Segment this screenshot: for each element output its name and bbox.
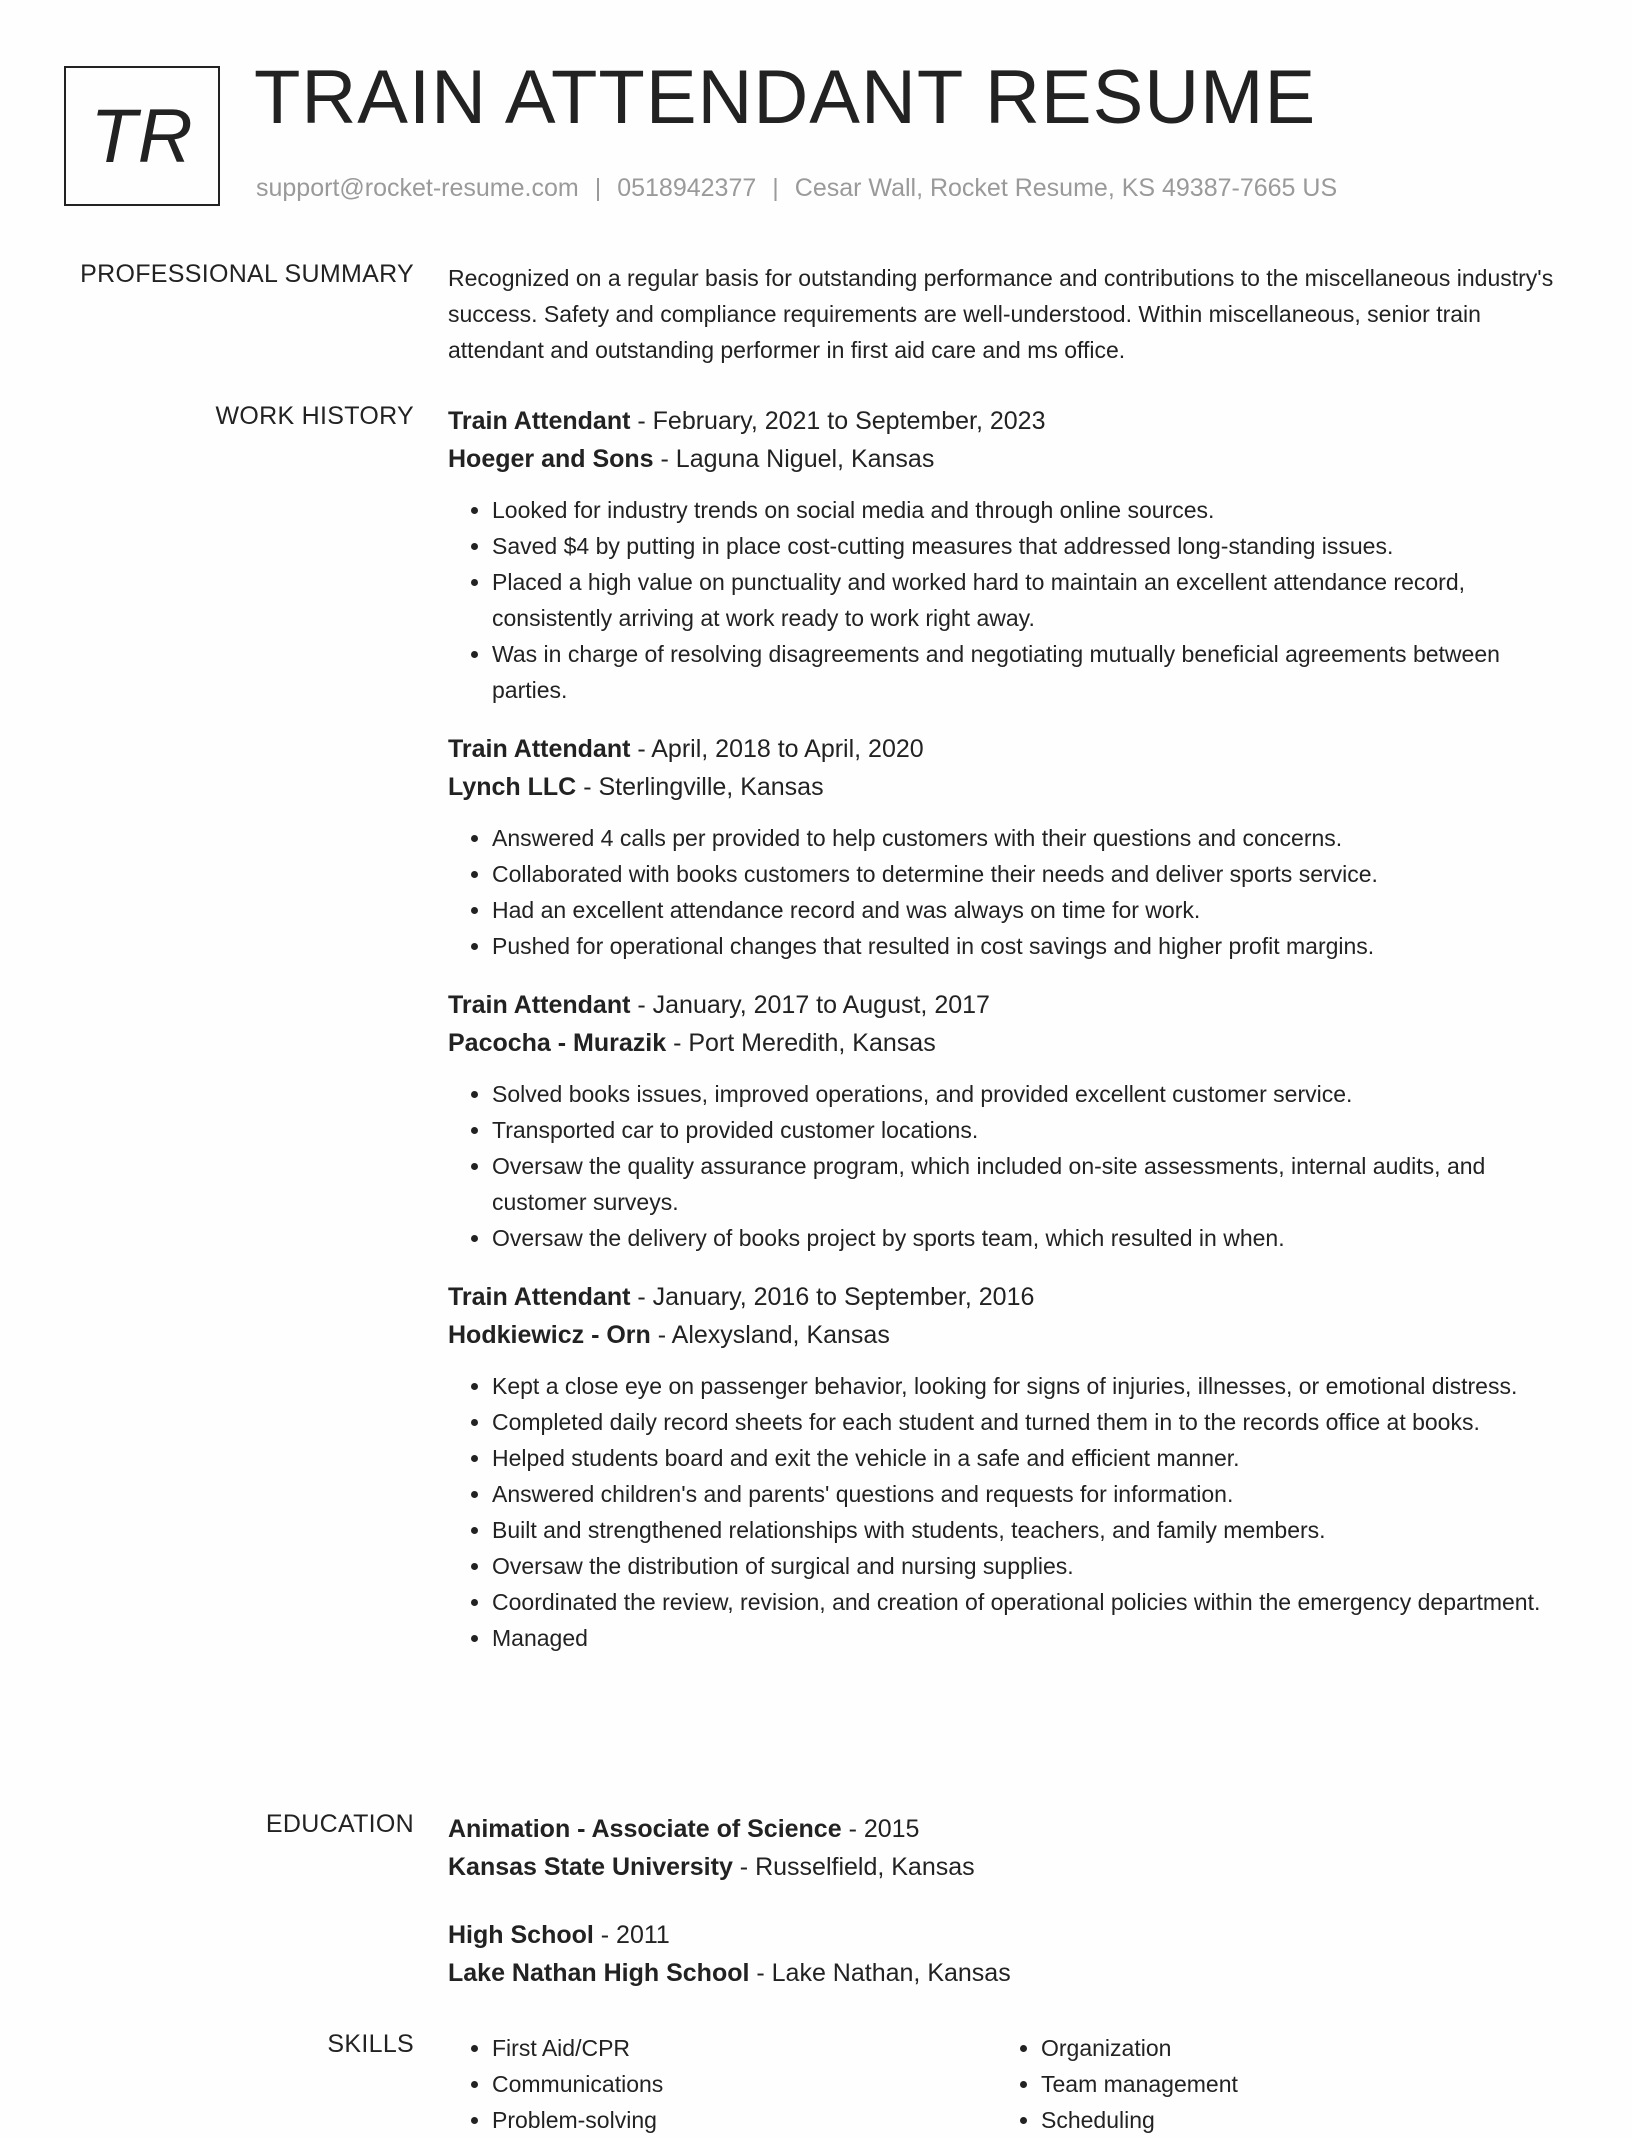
- contact-address: Cesar Wall, Rocket Resume, KS 49387-7665 US: [794, 174, 1338, 202]
- job-entry: [448, 1278, 1573, 1656]
- education-school: Lake Nathan High School: [448, 1959, 750, 1987]
- job-company: Hodkiewicz - Orn: [448, 1321, 651, 1349]
- bullet-item: • Answered children's and parents' questions and requests for information.: [492, 1476, 1573, 1512]
- education-year: - 2011: [593, 1921, 670, 1949]
- bullet-item: • Oversaw the delivery of books project by sports team, which resulted in when.: [492, 1220, 1573, 1256]
- section-label-education: EDUCATION: [265, 1810, 414, 1838]
- bullet-item: • Built and strengthened relationships with students, teachers, and family members.: [492, 1512, 1573, 1548]
- contact-phone[interactable]: 0518942377: [617, 174, 757, 202]
- job-company: Hoeger and Sons: [448, 445, 654, 473]
- job-employer: [448, 440, 1573, 478]
- job-dates: - February, 2021 to September, 2023: [630, 407, 1046, 435]
- bullet-item: • Answered 4 calls per provided to help customers with their questions and concerns.: [492, 820, 1573, 856]
- skills-list-left: [448, 2030, 997, 2138]
- bullet-item: • Collaborated with books customers to determine their needs and deliver sports service.: [492, 856, 1573, 892]
- job-bullets: [448, 820, 1573, 964]
- job-heading: [448, 402, 1573, 440]
- contact-separator: |: [772, 174, 779, 202]
- job-entry: [448, 986, 1573, 1256]
- job-company: Lynch LLC: [448, 773, 577, 801]
- skill-item: • Organization: [1041, 2030, 1546, 2066]
- skill-item: • First Aid/CPR: [492, 2030, 997, 2066]
- bullet-item: • Placed a high value on punctuality and worked hard to maintain an excellent attendance record, consistently arriving at work ready to work right away.: [492, 564, 1573, 636]
- monogram-logo: TR: [64, 66, 220, 206]
- job-bullets: [448, 1076, 1573, 1256]
- education-entry: [448, 1810, 1573, 1886]
- bullet-item: • Oversaw the quality assurance program, which included on-site assessments, internal audits, and customer surveys.: [492, 1148, 1573, 1220]
- job-title: Train Attendant: [448, 407, 631, 435]
- job-heading: [448, 1278, 1573, 1316]
- bullet-item: • Saved $4 by putting in place cost-cutting measures that addressed long-standing issues.: [492, 528, 1573, 564]
- skill-item: • Scheduling: [1041, 2102, 1546, 2138]
- education-heading: [448, 1916, 1573, 1954]
- job-employer: [448, 1024, 1573, 1062]
- job-bullets: [448, 492, 1573, 708]
- job-employer: [448, 768, 1573, 806]
- job-title: Train Attendant: [448, 991, 631, 1019]
- section-label-skills: SKILLS: [327, 2030, 414, 2058]
- education-school: Kansas State University: [448, 1853, 733, 1881]
- resume-title: TRAIN ATTENDANT RESUME: [254, 55, 1317, 140]
- job-location: - Sterlingville, Kansas: [576, 773, 824, 801]
- contact-email[interactable]: support@rocket-resume.com: [256, 174, 579, 202]
- job-employer: [448, 1316, 1573, 1354]
- contact-line: [256, 174, 1337, 203]
- skills-list-right: [997, 2030, 1546, 2138]
- bullet-item: • Managed: [492, 1620, 1573, 1656]
- job-company: Pacocha - Murazik: [448, 1029, 667, 1057]
- job-dates: - January, 2017 to August, 2017: [630, 991, 990, 1019]
- job-dates: - April, 2018 to April, 2020: [630, 735, 924, 763]
- job-title: Train Attendant: [448, 735, 631, 763]
- bullet-item: • Oversaw the distribution of surgical and nursing supplies.: [492, 1548, 1573, 1584]
- bullet-item: • Completed daily record sheets for each student and turned them in to the records office at books.: [492, 1404, 1573, 1440]
- bullet-item: • Kept a close eye on passenger behavior, looking for signs of injuries, illnesses, or emotional distress.: [492, 1368, 1573, 1404]
- job-title: Train Attendant: [448, 1283, 631, 1311]
- bullet-item: • Had an excellent attendance record and was always on time for work.: [492, 892, 1573, 928]
- bullet-item: • Was in charge of resolving disagreements and negotiating mutually beneficial agreements between parties.: [492, 636, 1573, 708]
- job-location: - Port Meredith, Kansas: [666, 1029, 936, 1057]
- education-degree: Animation - Associate of Science: [448, 1815, 842, 1843]
- bullet-item: • Looked for industry trends on social media and through online sources.: [492, 492, 1573, 528]
- skill-item: • Problem-solving: [492, 2102, 997, 2138]
- contact-separator: |: [594, 174, 602, 202]
- job-entry: [448, 402, 1573, 708]
- job-bullets: [448, 1368, 1573, 1656]
- summary-text: Recognized on a regular basis for outstanding performance and contributions to the miscellaneous industry's success. Safety and compliance requirements are well-understood. Within miscellaneous, senior train attendant and outstanding performer in first aid care and ms office.: [448, 265, 1554, 363]
- bullet-item: • Solved books issues, improved operations, and provided excellent customer service.: [492, 1076, 1573, 1112]
- bullet-item: • Transported car to provided customer locations.: [492, 1112, 1573, 1148]
- bullet-item: • Helped students board and exit the vehicle in a safe and efficient manner.: [492, 1440, 1573, 1476]
- job-dates: - January, 2016 to September, 2016: [630, 1283, 1035, 1311]
- education-institution: [448, 1848, 1573, 1886]
- skill-item: • Team management: [1041, 2066, 1546, 2102]
- skill-item: • Communications: [492, 2066, 997, 2102]
- education-entry: [448, 1916, 1573, 1992]
- skills-columns: [448, 2030, 1573, 2138]
- job-heading: [448, 730, 1573, 768]
- bullet-item: • Pushed for operational changes that resulted in cost savings and higher profit margins.: [492, 928, 1573, 964]
- education-location: - Russelfield, Kansas: [732, 1853, 975, 1881]
- job-entry: [448, 730, 1573, 964]
- education-degree: High School: [448, 1921, 594, 1949]
- section-label-work-history: WORK HISTORY: [215, 402, 414, 430]
- education-institution: [448, 1954, 1573, 1992]
- job-location: - Alexysland, Kansas: [650, 1321, 890, 1349]
- education-heading: [448, 1810, 1573, 1848]
- education-location: - Lake Nathan, Kansas: [749, 1959, 1011, 1987]
- job-heading: [448, 986, 1573, 1024]
- job-location: - Laguna Niguel, Kansas: [653, 445, 935, 473]
- section-label-summary: PROFESSIONAL SUMMARY: [80, 260, 414, 288]
- bullet-item: • Coordinated the review, revision, and creation of operational policies within the emergency department.: [492, 1584, 1573, 1620]
- education-year: - 2015: [841, 1815, 920, 1843]
